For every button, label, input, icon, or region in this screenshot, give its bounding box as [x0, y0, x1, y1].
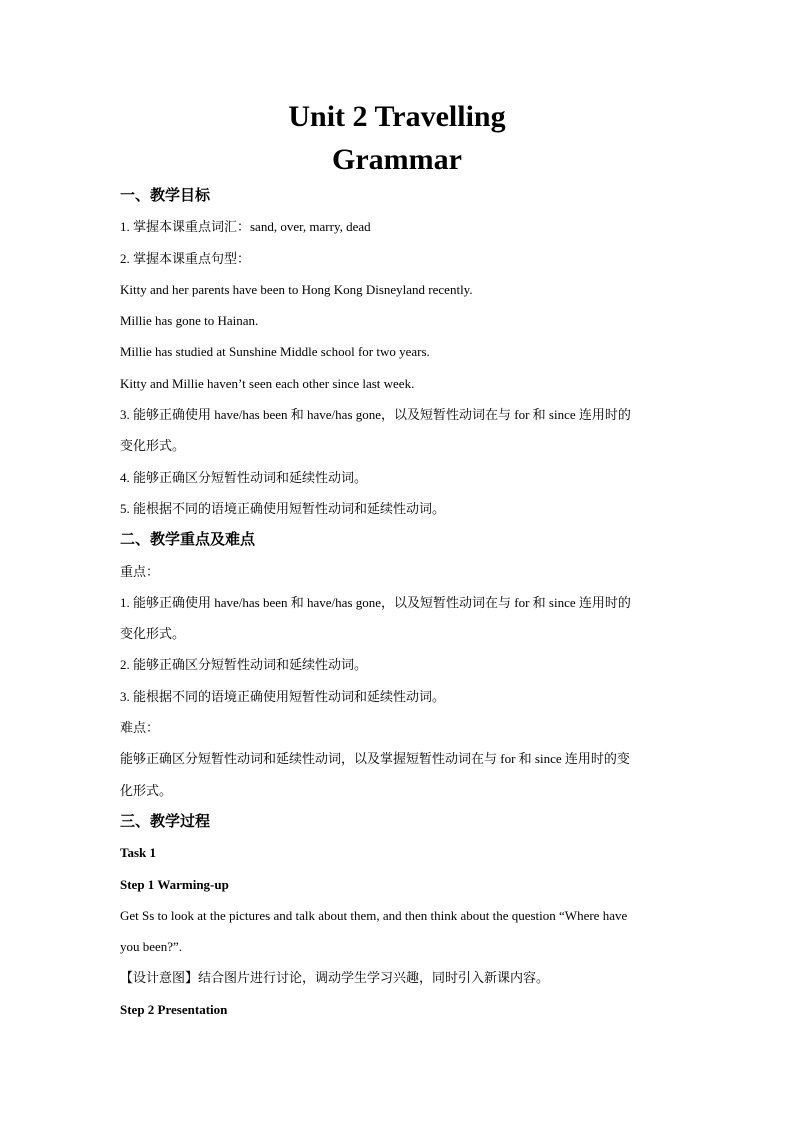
text-line: Millie has gone to Hainan.	[120, 313, 259, 329]
text-line: 难点：	[120, 720, 160, 736]
step-heading: Step 2 Presentation	[120, 1001, 228, 1017]
text-line: 重点：	[120, 563, 160, 579]
text-line: Millie has studied at Sunshine Middle school for two years.	[120, 344, 430, 360]
text-line: 能够正确区分短暂性动词和延续性动词，以及掌握短暂性动词在与 for 和 since 连用时的变	[120, 751, 630, 767]
text-line: Get Ss to look at the pictures and talk about them, and then think about the question “Where have	[120, 907, 628, 923]
text-line: 【设计意图】结合图片进行讨论，调动学生学习兴趣，同时引入新课内容。	[120, 970, 550, 986]
section-heading: 三、教学过程	[120, 811, 211, 830]
step-heading: Task 1	[120, 845, 157, 861]
text-line: 3. 能根据不同的语境正确使用短暂性动词和延续性动词。	[120, 688, 446, 704]
text-line: 5. 能根据不同的语境正确使用短暂性动词和延续性动词。	[120, 500, 446, 516]
text-line: Kitty and her parents have been to Hong Kong Disneyland recently.	[120, 281, 473, 297]
text-line: 化形式。	[120, 782, 173, 798]
text-line: 变化形式。	[120, 438, 186, 454]
text-line: 变化形式。	[120, 626, 186, 642]
text-line: 1. 掌握本课重点词汇：sand, over, marry, dead	[120, 219, 371, 235]
document-body	[120, 180, 680, 1025]
document-subtitle: Grammar	[332, 143, 462, 176]
document-title: Unit 2 Travelling	[288, 100, 506, 133]
text-line: 4. 能够正确区分短暂性动词和延续性动词。	[120, 469, 368, 485]
text-line: 3. 能够正确使用 have/has been 和 have/has gone，以及短暂性动词在与 for 和 since 连用时的	[120, 407, 631, 423]
text-line: 1. 能够正确使用 have/has been 和 have/has gone，以及短暂性动词在与 for 和 since 连用时的	[120, 594, 631, 610]
section-heading: 二、教学重点及难点	[120, 530, 256, 549]
text-line: Kitty and Millie haven’t seen each other since last week.	[120, 375, 415, 391]
text-line: 2. 能够正确区分短暂性动词和延续性动词。	[120, 657, 368, 673]
text-line: you been?”.	[120, 939, 183, 955]
step-heading: Step 1 Warming-up	[120, 876, 229, 892]
text-line: 2. 掌握本课重点句型：	[120, 250, 251, 266]
section-heading: 一、教学目标	[120, 186, 211, 204]
